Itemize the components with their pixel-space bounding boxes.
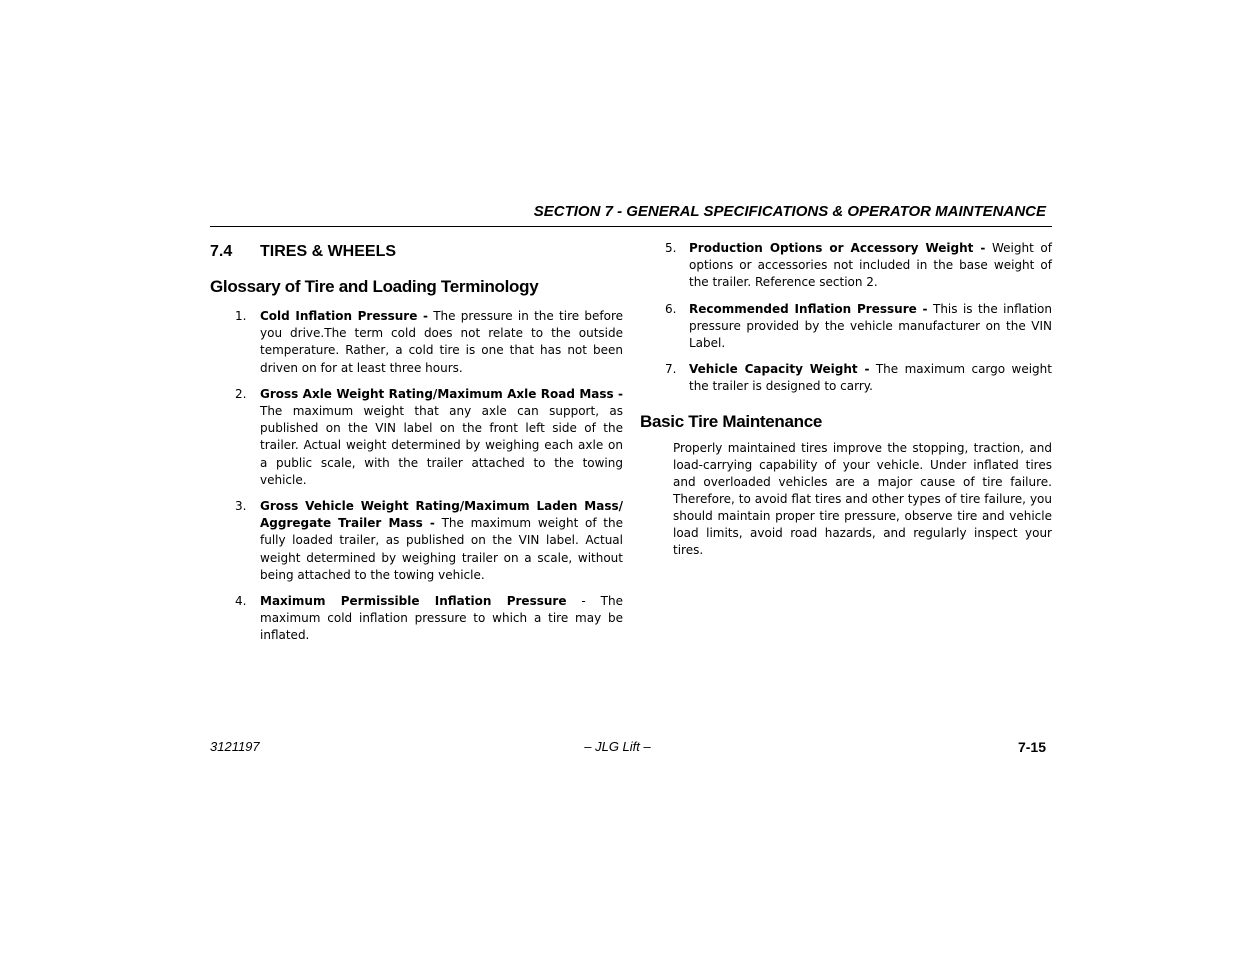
list-item-text: The maximum weight that any axle can support, as published on the VIN label on the front left side of the trailer. Actual weight determined by weighing each axle on a public scale, with the trailer attached to the towing vehicle. <box>260 404 623 487</box>
list-item-text: The maximum weight of the fully loaded trailer, as published on the VIN label. Actual weight determined by weighing trailer on a scale, without being attached to the towing vehicle. <box>260 516 623 582</box>
list-item <box>210 498 623 584</box>
list-item-text: The maximum cargo weight the trailer is designed to carry. <box>689 362 1052 394</box>
footer-doc-number: 3121197 <box>210 739 260 754</box>
section-title: TIRES & WHEELS <box>260 243 397 260</box>
section-number: 7.4 <box>210 243 233 260</box>
list-item-text: The pressure in the tire before you drive.The term cold does not relate to the outside temperature. Rather, a cold tire is one that has not been driven on for at least three hours. <box>260 309 623 375</box>
glossary-list-right <box>640 240 1052 396</box>
left-column <box>210 240 623 654</box>
list-item <box>640 301 1052 353</box>
section-heading <box>210 240 623 264</box>
list-item-number: 5. <box>665 241 677 255</box>
list-item <box>210 308 623 377</box>
section-header-title: SECTION 7 - GENERAL SPECIFICATIONS & OPERATOR MAINTENANCE <box>533 203 1046 220</box>
glossary-list-left <box>210 308 623 645</box>
list-item-number: 7. <box>665 362 677 377</box>
list-item <box>640 240 1052 292</box>
right-column <box>640 240 1052 559</box>
footer-brand: – JLG Lift – <box>584 739 651 754</box>
maintenance-paragraph: Properly maintained tires improve the stopping, traction, and load-carrying capability of your vehicle. Under inflated tires and overloaded vehicles are a major cause of tire failure. Therefore, to avoid flat tires and other types of tire failure, you should maintain proper tire pressure, observe tire and vehicle load limits, avoid road hazards, and regularly inspect your tires. <box>673 440 1052 558</box>
list-item-text: Weight of options or accessories not included in the base weight of the trailer. Reference section 2. <box>689 241 1052 290</box>
list-item-term: Gross Vehicle Weight Rating/Maximum Laden Mass/ Aggregate Trailer Mass - <box>260 499 623 531</box>
list-item-term: Gross Axle Weight Rating/Maximum Axle Road Mass - <box>260 386 623 401</box>
list-item-term: Cold Inflation Pressure - <box>260 309 428 323</box>
list-item <box>640 361 1052 395</box>
list-item <box>210 593 623 645</box>
list-item <box>210 386 623 489</box>
list-item-term: Vehicle Capacity Weight - <box>689 362 870 377</box>
page-number: 7-15 <box>1017 739 1046 755</box>
list-item-term: Maximum Permissible Inflation Pressure <box>260 594 567 609</box>
maintenance-heading: Basic Tire Maintenance <box>640 411 823 431</box>
list-item-term: Recommended Inflation Pressure - <box>689 301 928 316</box>
glossary-heading: Glossary of Tire and Loading Terminology <box>210 277 539 296</box>
list-item-number: 4. <box>235 594 247 609</box>
list-item-number: 3. <box>235 499 247 514</box>
list-item-term: Production Options or Accessory Weight - <box>689 241 986 255</box>
list-item-number: 2. <box>235 386 247 401</box>
header-divider <box>210 226 1052 227</box>
list-item-number: 6. <box>665 301 677 316</box>
list-item-text: This is the inflation pressure provided by the vehicle manufacturer on the VIN Label. <box>689 301 1052 351</box>
list-item-number: 1. <box>235 309 247 323</box>
list-item-text: - The maximum cold inflation pressure to which a tire may be inflated. <box>260 594 623 643</box>
